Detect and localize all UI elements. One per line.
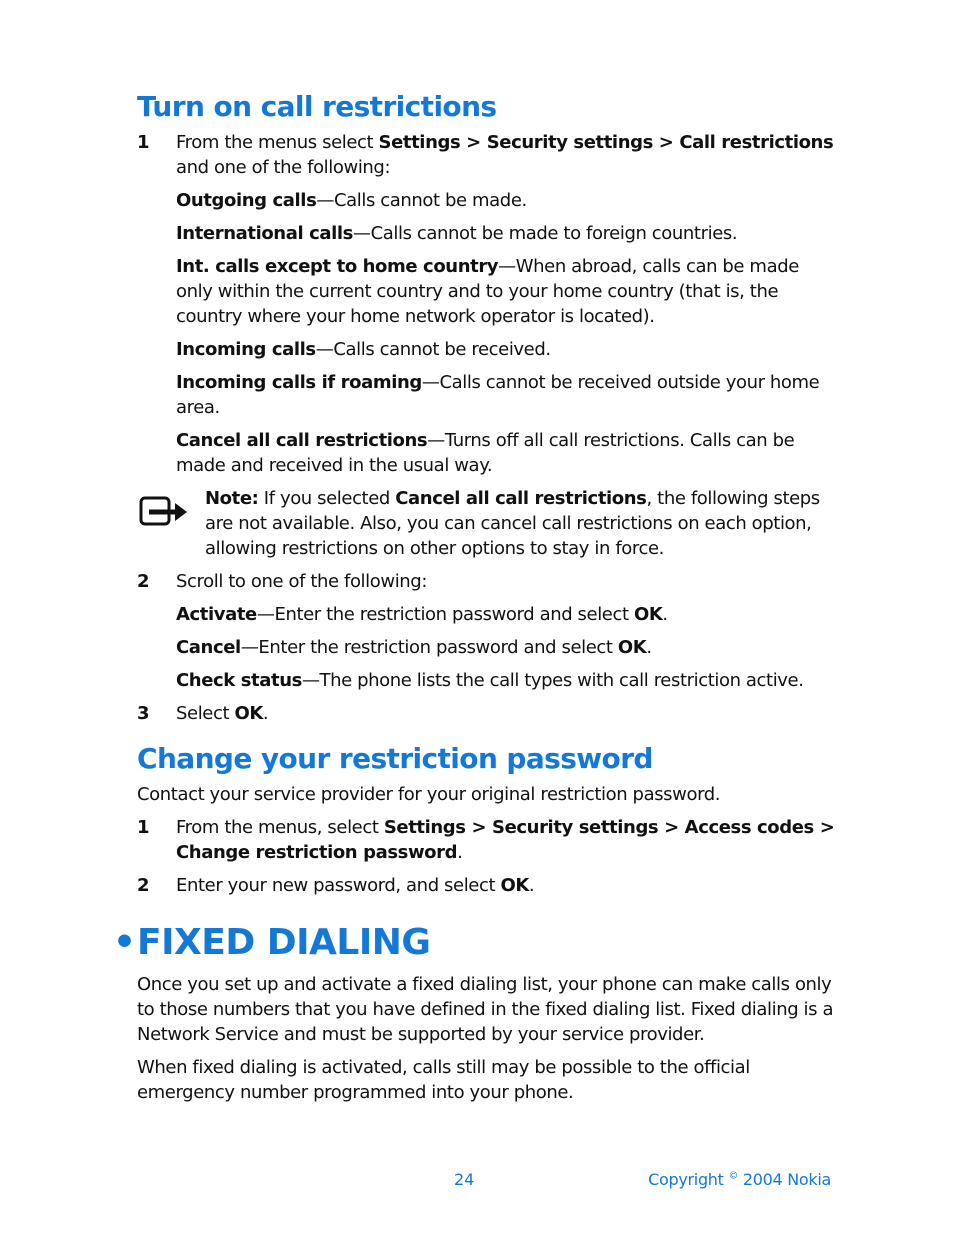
step-number: 1: [137, 132, 150, 153]
body-paragraph: Once you set up and activate a fixed dialing list, your phone can make calls only to those numbers that you have defined in the fixed dialing list. Fixed dialing is a Network Service and must be supported by your service provider.: [137, 974, 834, 1045]
option-cancel: Cancel—Enter the restriction password and select OK.: [176, 637, 652, 658]
step-number: 3: [137, 703, 150, 724]
option-check-status: Check status—The phone lists the call types with call restriction active.: [176, 670, 804, 691]
menu-path: Settings > Security settings > Call restrictions: [378, 132, 834, 153]
option-incoming-calls: Incoming calls—Calls cannot be received.: [176, 339, 551, 360]
step-2: 2 Scroll to one of the following:: [137, 571, 427, 592]
step-1: 1 From the menus select Settings > Security settings > Call restrictions and one of the following:: [137, 132, 834, 178]
note-icon: [139, 494, 187, 528]
step-number: 2: [137, 571, 150, 592]
step-number: 2: [137, 875, 150, 896]
intro-text: Contact your service provider for your original restriction password.: [137, 784, 721, 805]
note-block: Note: If you selected Cancel all call restrictions, the following steps are not available. Also, you can cancel call restrictions on each option, allowing restrictions on other options to stay in force.: [137, 486, 837, 561]
option-int-except-home: Int. calls except to home country—When abroad, calls can be made only within the current country and to your home country (that is, the country where your home network operator is located).: [176, 256, 799, 327]
section-title-call-restrictions: Turn on call restrictions: [137, 90, 497, 123]
page-content: [113, 88, 837, 1113]
step-3: 3 Select OK.: [137, 703, 269, 724]
copyright: Copyright © 2004 Nokia: [648, 1170, 831, 1189]
section-title-change-password: Change your restriction password: [137, 742, 653, 775]
option-cancel-all: Cancel all call restrictions—Turns off all call restrictions. Calls can be made and received in the usual way.: [176, 430, 795, 476]
option-activate: Activate—Enter the restriction password and select OK.: [176, 604, 668, 625]
option-outgoing-calls: Outgoing calls—Calls cannot be made.: [176, 190, 527, 211]
menu-path: Settings > Security settings > Access codes > Change restriction password: [176, 817, 835, 863]
chapter-title-fixed-dialing: •FIXED DIALING: [113, 920, 837, 966]
step-1: 1 From the menus, select Settings > Security settings > Access codes > Change restriction password.: [137, 817, 835, 863]
bullet-icon: •: [113, 922, 136, 963]
body-paragraph: When fixed dialing is activated, calls still may be possible to the official emergency number programmed into your phone.: [137, 1057, 750, 1103]
step-number: 1: [137, 817, 150, 838]
page-number: 24: [454, 1170, 475, 1189]
option-incoming-roaming: Incoming calls if roaming—Calls cannot be received outside your home area.: [176, 372, 820, 418]
option-international-calls: International calls—Calls cannot be made to foreign countries.: [176, 223, 738, 244]
copyright-symbol: ©: [728, 1170, 739, 1182]
step-2: 2 Enter your new password, and select OK.: [137, 875, 535, 896]
note-label: Note:: [205, 488, 259, 509]
